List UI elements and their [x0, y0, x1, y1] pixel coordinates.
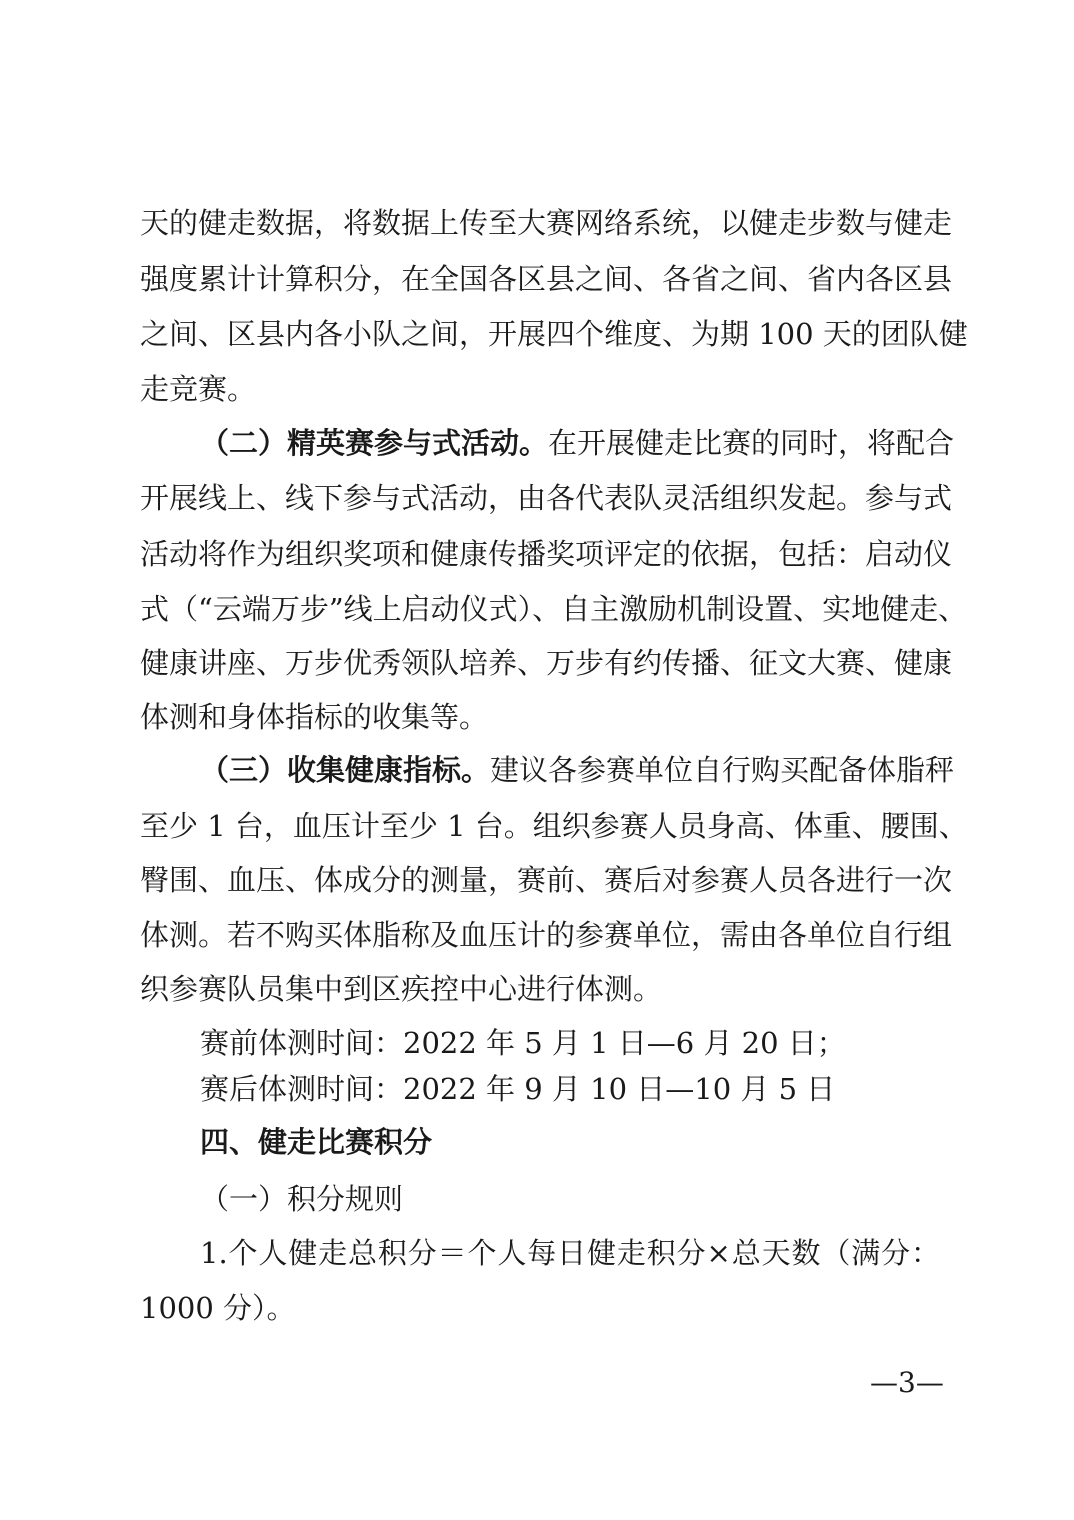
text-line: 织参赛队员集中到区疾控中心进行体测。 [140, 972, 663, 1006]
text-line: 健康讲座、万步优秀领队培养、万步有约传播、征文大赛、健康 [140, 646, 953, 680]
section-2-text: 在开展健走比赛的同时，将配合 [548, 426, 955, 460]
section-3-first-line [200, 745, 955, 795]
text-line: 天的健走数据，将数据上传至大赛网络系统，以健走步数与健走 [140, 206, 953, 240]
document-page [140, 0, 968, 1520]
rule-1-line-1: 1.个人健走总积分＝个人每日健走积分×总天数（满分： [200, 1236, 940, 1270]
section-2-first-line [200, 418, 955, 468]
page-number: —3— [870, 1366, 944, 1399]
text-line: 式（“云端万步”线上启动仪式）、自主激励机制设置、实地健走、 [140, 592, 968, 626]
text-line: 开展线上、线下参与式活动，由各代表队灵活组织发起。参与式 [140, 481, 953, 515]
text-line: 走竞赛。 [140, 372, 257, 406]
post-test-schedule: 赛后体测时间：2022 年 9 月 10 日—10 月 5 日 [200, 1072, 836, 1106]
text-line: 体测。若不购买体脂称及血压计的参赛单位，需由各单位自行组 [140, 918, 953, 952]
text-line: 之间、区县内各小队之间，开展四个维度、为期 100 天的团队健 [140, 317, 968, 351]
section-4-title: 四、健走比赛积分 [200, 1125, 433, 1159]
text-line: 臀围、血压、体成分的测量，赛前、赛后对参赛人员各进行一次 [140, 863, 953, 897]
rule-1-line-2: 1000 分）。 [140, 1291, 296, 1325]
section-3-heading: （三）收集健康指标。 [200, 753, 491, 787]
section-3-text: 建议各参赛单位自行购买配备体脂秤 [490, 753, 955, 787]
pre-test-schedule: 赛前体测时间：2022 年 5 月 1 日—6 月 20 日； [200, 1026, 846, 1060]
text-line: 体测和身体指标的收集等。 [140, 700, 489, 734]
text-line: 活动将作为组织奖项和健康传播奖项评定的依据，包括：启动仪 [140, 537, 953, 571]
text-line: 至少 1 台，血压计至少 1 台。组织参赛人员身高、体重、腰围、 [140, 809, 968, 843]
text-line: 强度累计计算积分，在全国各区县之间、各省之间、省内各区县 [140, 262, 953, 296]
section-2-heading: （二）精英赛参与式活动。 [200, 426, 549, 460]
section-4-subtitle: （一）积分规则 [200, 1182, 404, 1216]
